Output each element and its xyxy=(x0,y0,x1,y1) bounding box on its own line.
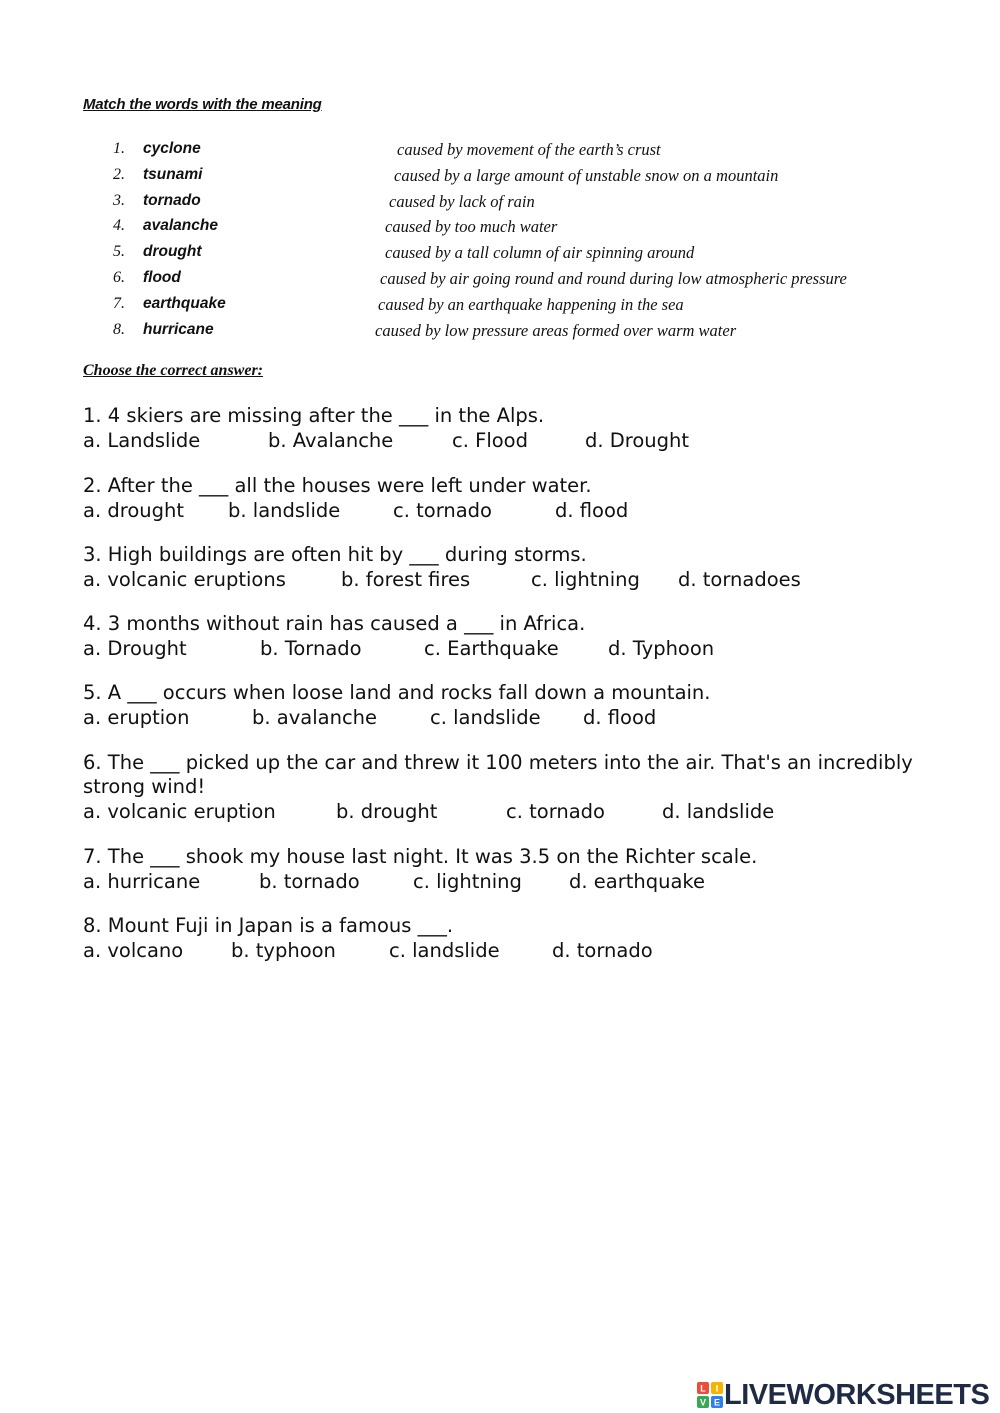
options-row xyxy=(83,799,963,824)
options-row xyxy=(83,938,963,963)
liveworksheets-logo[interactable] xyxy=(697,1378,997,1412)
option-a[interactable]: a. hurricane xyxy=(83,870,201,893)
liveworksheets-logo-text: LIVEWORKSHEETS xyxy=(724,1379,990,1411)
option-a[interactable]: a. volcanic eruption xyxy=(83,800,276,823)
match-row xyxy=(0,140,1000,164)
options-row xyxy=(83,428,963,453)
option-d[interactable]: d. Drought xyxy=(585,429,690,452)
option-d[interactable]: d. tornadoes xyxy=(678,568,801,591)
svg-text:L: L xyxy=(700,1383,706,1394)
option-c[interactable]: c. lightning xyxy=(413,870,522,893)
match-word: flood xyxy=(143,269,181,286)
match-meaning: caused by a tall column of air spinning around xyxy=(385,243,695,262)
option-d[interactable]: d. tornado xyxy=(552,939,653,962)
match-word: earthquake xyxy=(143,295,226,312)
match-heading: Match the words with the meaning xyxy=(83,96,322,113)
option-d[interactable]: d. Typhoon xyxy=(608,637,715,660)
question-block xyxy=(83,404,963,453)
option-d[interactable]: d. flood xyxy=(583,706,657,729)
match-number: 6. xyxy=(113,269,125,286)
match-row xyxy=(0,269,1000,293)
option-c[interactable]: c. Flood xyxy=(452,429,528,452)
option-c[interactable]: c. Earthquake xyxy=(424,637,559,660)
match-row xyxy=(0,166,1000,190)
option-a[interactable]: a. Drought xyxy=(83,637,187,660)
match-row xyxy=(0,321,1000,345)
option-d[interactable]: d. earthquake xyxy=(569,870,706,893)
question-text: 7. The ___ shook my house last night. It was 3.5 on the Richter scale. xyxy=(83,845,758,868)
match-word: tsunami xyxy=(143,166,203,183)
option-c[interactable]: c. landslide xyxy=(389,939,500,962)
match-number: 3. xyxy=(113,192,125,209)
match-number: 4. xyxy=(113,217,125,234)
option-b[interactable]: b. typhoon xyxy=(231,939,336,962)
match-word: drought xyxy=(143,243,202,260)
match-word: tornado xyxy=(143,192,201,209)
option-c[interactable]: c. lightning xyxy=(531,568,640,591)
match-meaning: caused by a large amount of unstable snow on a mountain xyxy=(394,166,779,185)
question-text: 1. 4 skiers are missing after the ___ in the Alps. xyxy=(83,404,545,427)
match-row xyxy=(0,243,1000,267)
options-row xyxy=(83,636,963,661)
option-c[interactable]: c. tornado xyxy=(506,800,605,823)
question-text: 2. After the ___ all the houses were left under water. xyxy=(83,474,592,497)
option-c[interactable]: c. landslide xyxy=(430,706,541,729)
option-a[interactable]: a. Landslide xyxy=(83,429,201,452)
question-block xyxy=(83,543,963,592)
match-number: 5. xyxy=(113,243,125,260)
question-block xyxy=(83,474,963,523)
question-block xyxy=(83,914,963,963)
option-a[interactable]: a. volcano xyxy=(83,939,184,962)
question-block xyxy=(83,612,963,661)
option-b[interactable]: b. landslide xyxy=(228,499,341,522)
option-b[interactable]: b. Tornado xyxy=(260,637,362,660)
option-c[interactable]: c. tornado xyxy=(393,499,492,522)
match-meaning: caused by air going round and round during low atmospheric pressure xyxy=(380,269,847,288)
match-word: avalanche xyxy=(143,217,218,234)
match-number: 1. xyxy=(113,140,125,157)
option-b[interactable]: b. tornado xyxy=(259,870,360,893)
option-b[interactable]: b. avalanche xyxy=(252,706,378,729)
match-number: 8. xyxy=(113,321,125,338)
liveworksheets-logo-icon xyxy=(697,1382,723,1408)
option-a[interactable]: a. drought xyxy=(83,499,184,522)
question-text: 6. The ___ picked up the car and threw it 100 meters into the air. That's an incredibly strong wind! xyxy=(83,751,919,798)
question-text: 5. A ___ occurs when loose land and rocks fall down a mountain. xyxy=(83,681,711,704)
options-row xyxy=(83,869,963,894)
match-row xyxy=(0,295,1000,319)
svg-text:E: E xyxy=(713,1397,721,1408)
question-text: 4. 3 months without rain has caused a ___ in Africa. xyxy=(83,612,586,635)
option-b[interactable]: b. drought xyxy=(336,800,438,823)
match-meaning: caused by movement of the earth’s crust xyxy=(397,140,661,159)
options-row xyxy=(83,498,963,523)
question-block xyxy=(83,751,963,824)
question-text: 8. Mount Fuji in Japan is a famous ___. xyxy=(83,914,454,937)
options-row xyxy=(83,567,963,592)
match-meaning: caused by an earthquake happening in the sea xyxy=(378,295,684,314)
match-meaning: caused by low pressure areas formed over warm water xyxy=(375,321,737,340)
match-number: 7. xyxy=(113,295,125,312)
svg-text:I: I xyxy=(715,1383,719,1394)
option-d[interactable]: d. flood xyxy=(555,499,629,522)
match-row xyxy=(0,192,1000,216)
option-a[interactable]: a. volcanic eruptions xyxy=(83,568,286,591)
option-b[interactable]: b. forest fires xyxy=(341,568,471,591)
match-word: cyclone xyxy=(143,140,201,157)
match-word: hurricane xyxy=(143,321,214,338)
option-a[interactable]: a. eruption xyxy=(83,706,190,729)
svg-text:V: V xyxy=(699,1397,707,1408)
match-number: 2. xyxy=(113,166,125,183)
match-meaning: caused by too much water xyxy=(385,217,558,236)
options-row xyxy=(83,705,963,730)
choose-heading: Choose the correct answer: xyxy=(83,362,263,379)
option-b[interactable]: b. Avalanche xyxy=(268,429,394,452)
question-block xyxy=(83,681,963,730)
question-text: 3. High buildings are often hit by ___ during storms. xyxy=(83,543,587,566)
question-block xyxy=(83,845,963,894)
option-d[interactable]: d. landslide xyxy=(662,800,775,823)
match-meaning: caused by lack of rain xyxy=(389,192,535,211)
match-row xyxy=(0,217,1000,241)
